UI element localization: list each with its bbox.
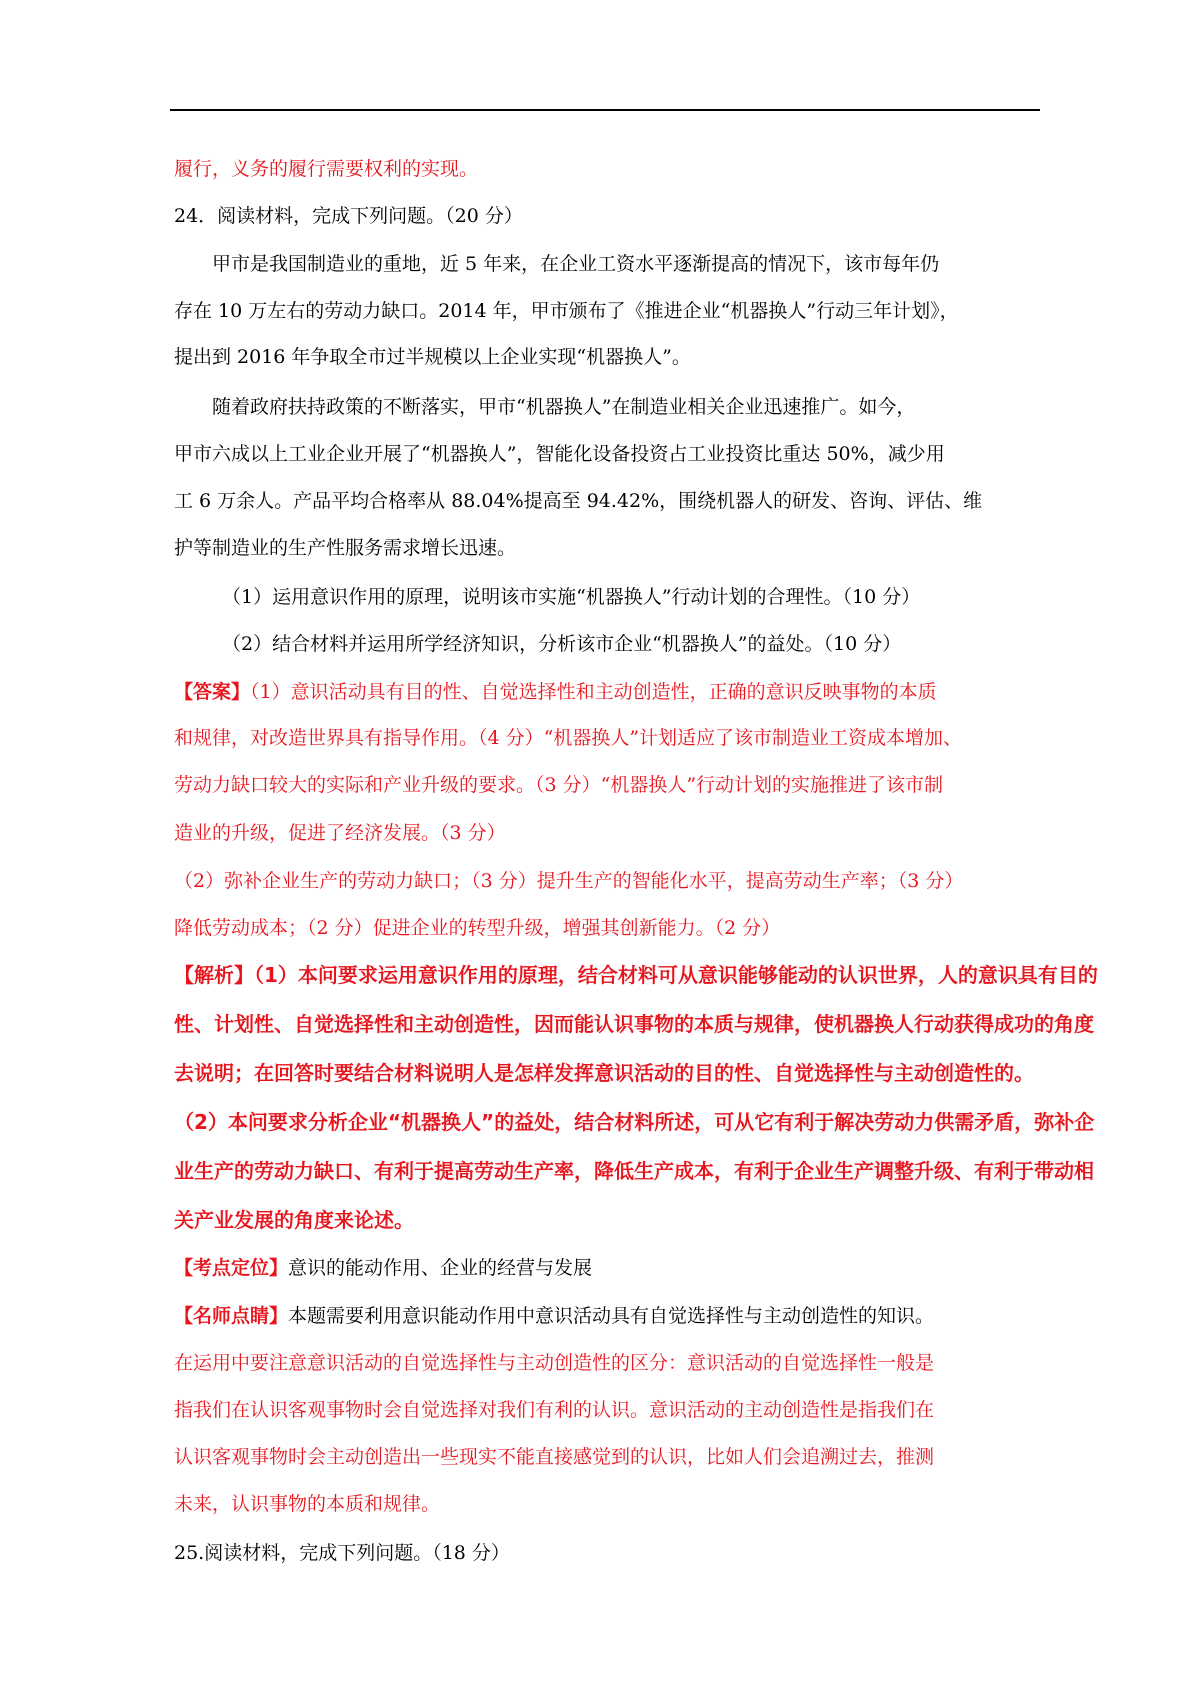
question-item: （2）结合材料并运用所学经济知识，分析该市企业“机器换人”的益处。（10 分） — [222, 633, 902, 655]
material-line: 甲市是我国制造业的重地，近 5 年来，在企业工资水平逐渐提高的情况下，该市每年仍 — [212, 253, 940, 275]
analysis-line: （2）本问要求分析企业“机器换人”的益处，结合材料所述，可从它有利于解决劳动力供需矛盾，弥补企 — [174, 1110, 1095, 1134]
question-item: （1）运用意识作用的原理，说明该市实施“机器换人”行动计划的合理性。（10 分） — [222, 586, 921, 608]
answer-line: 和规律，对改造世界具有指导作用。（4 分）“机器换人”计划适应了该市制造业工资成本增加、 — [174, 727, 963, 749]
mingshi-line: 未来，认识事物的本质和规律。 — [174, 1493, 441, 1515]
mingshi-text: 本题需要利用意识能动作用中意识活动具有自觉选择性与主动创造性的知识。 — [288, 1305, 935, 1327]
answer-line: （2）弥补企业生产的劳动力缺口；（3 分）提升生产的智能化水平，提高劳动生产率；（3 分） — [174, 870, 964, 892]
material-line: 随着政府扶持政策的不断落实，甲市“机器换人”在制造业相关企业迅速推广。如今， — [212, 396, 916, 418]
answer-text: （1）意识活动具有目的性、自觉选择性和主动创造性，正确的意识反映事物的本质 — [250, 681, 937, 703]
answer-line: 降低劳动成本；（2 分）促进企业的转型升级，增强其创新能力。（2 分） — [174, 917, 781, 939]
analysis-text: （1）本问要求运用意识作用的原理，结合材料可从意识能够能动的认识世界，人的意识具有目的 — [254, 963, 1098, 987]
mingshi-line: 指我们在认识客观事物时会自觉选择对我们有利的认识。意识活动的主动创造性是指我们在 — [174, 1399, 935, 1421]
answer-tag: 【答案】 — [174, 681, 251, 703]
analysis-tag: 【解析】 — [174, 963, 254, 987]
analysis-line — [174, 962, 1098, 988]
kaodian-line — [174, 1255, 592, 1281]
mingshi-line: 认识客观事物时会主动创造出一些现实不能直接感觉到的认识，比如人们会追溯过去，推测 — [174, 1446, 935, 1468]
analysis-line: 关产业发展的角度来论述。 — [174, 1208, 414, 1232]
mingshi-tag: 【名师点睛】 — [174, 1305, 289, 1327]
analysis-line: 去说明；在回答时要结合材料说明人是怎样发挥意识活动的目的性、自觉选择性与主动创造性的。 — [174, 1061, 1034, 1085]
q25-title: 25.阅读材料，完成下列问题。（18 分） — [174, 1542, 510, 1564]
analysis-line: 性、计划性、自觉选择性和主动创造性，因而能认识事物的本质与规律，使机器换人行动获得成功的角度 — [174, 1012, 1094, 1036]
header-rule — [170, 109, 1040, 111]
kaodian-text: 意识的能动作用、企业的经营与发展 — [288, 1257, 593, 1279]
answer-line — [174, 679, 937, 705]
material-line: 护等制造业的生产性服务需求增长迅速。 — [174, 537, 517, 559]
material-line: 工 6 万余人。产品平均合格率从 88.04%提高至 94.42%，围绕机器人的研发、咨询、评估、维 — [174, 490, 983, 512]
material-line: 甲市六成以上工业企业开展了“机器换人”，智能化设备投资占工业投资比重达 50%，减少用 — [174, 443, 945, 465]
carry-over-text: 履行，义务的履行需要权利的实现。 — [174, 158, 479, 180]
material-line: 存在 10 万左右的劳动力缺口。2014 年，甲市颁布了《推进企业“机器换人”行动三年计划》， — [174, 300, 959, 322]
answer-line: 劳动力缺口较大的实际和产业升级的要求。（3 分）“机器换人”行动计划的实施推进了该市制 — [174, 774, 944, 796]
answer-line: 造业的升级，促进了经济发展。（3 分） — [174, 822, 506, 844]
mingshi-line: 在运用中要注意意识活动的自觉选择性与主动创造性的区分：意识活动的自觉选择性一般是 — [174, 1352, 935, 1374]
kaodian-tag: 【考点定位】 — [174, 1257, 289, 1279]
analysis-line: 业生产的劳动力缺口、有利于提高劳动生产率，降低生产成本，有利于企业生产调整升级、有利于带动相 — [174, 1159, 1094, 1183]
material-line: 提出到 2016 年争取全市过半规模以上企业实现“机器换人”。 — [174, 346, 691, 368]
q24-title: 24．阅读材料，完成下列问题。（20 分） — [174, 205, 523, 227]
mingshi-line — [174, 1303, 934, 1329]
